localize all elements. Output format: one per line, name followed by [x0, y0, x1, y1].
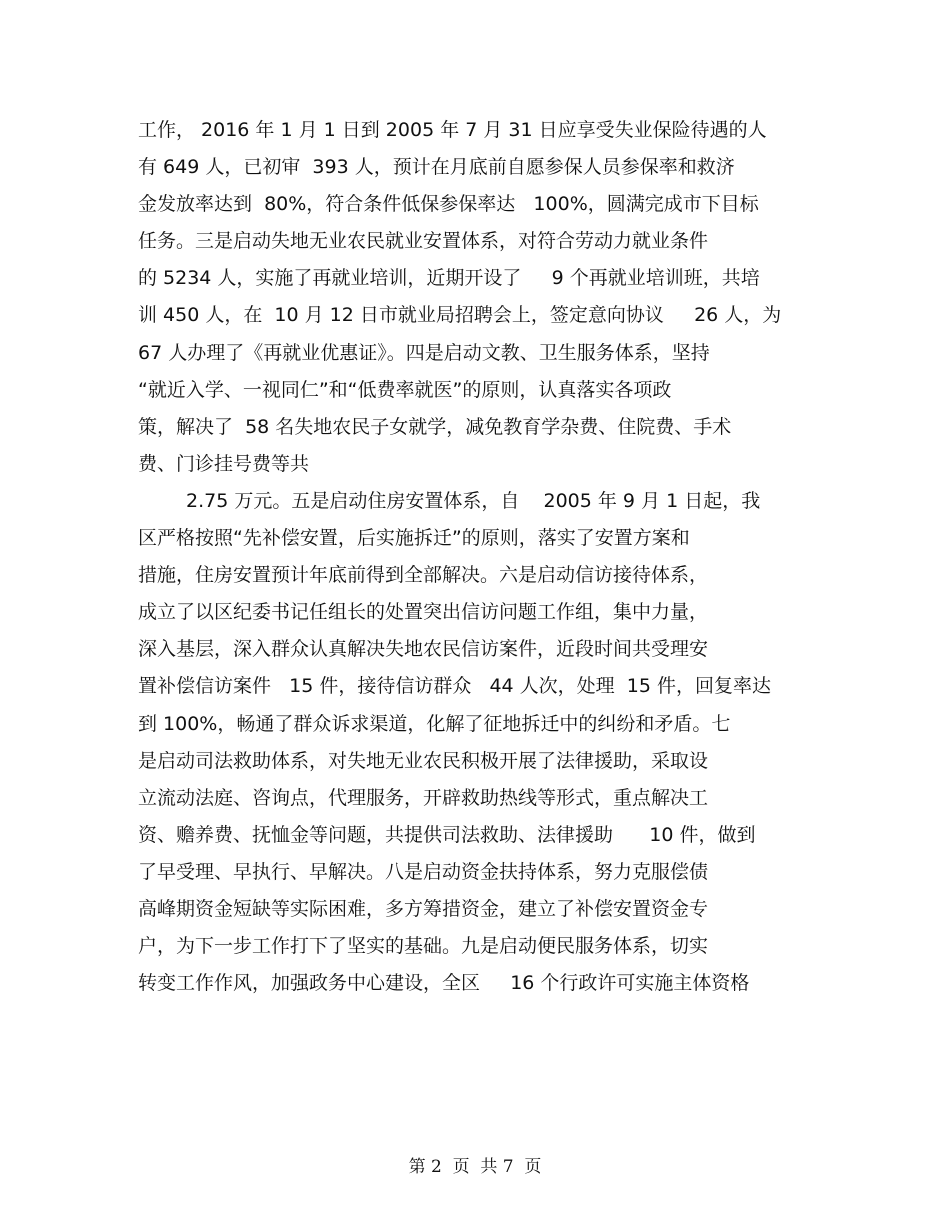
text-line: 置补偿信访案件 15 件，接待信访群众 44 人次，处理 15 件，回复率达	[138, 675, 771, 698]
text-line: 的 5234 人，实施了再就业培训，近期开设了 9 个再就业培训班，共培	[138, 267, 760, 290]
text-line: 资、赡养费、抚恤金等问题，共提供司法救助、法律援助 10 件，做到	[138, 823, 756, 846]
page-number-footer: 第 2 页 共 7 页	[408, 1157, 542, 1177]
text-line: 是启动司法救助体系，对失地无业农民积极开展了法律援助，采取设	[138, 749, 709, 772]
text-line: 任务。三是启动失地无业农民就业安置体系，对符合劳动力就业条件	[138, 230, 709, 253]
text-line: 工作， 2016 年 1 月 1 日到 2005 年 7 月 31 日应享受失业保险待遇的人	[138, 119, 767, 141]
text-line: 户，为下一步工作打下了坚实的基础。九是启动便民服务体系，切实	[138, 935, 709, 958]
text-line: 有 649 人，已初审 393 人，预计在月底前自愿参保人员参保率和救济	[138, 156, 735, 179]
text-line: 成立了以区纪委书记任组长的处置突出信访问题工作组，集中力量，	[138, 601, 709, 624]
body-text	[138, 112, 818, 1002]
text-line-indented: 2.75 万元。五是启动住房安置体系，自 2005 年 9 月 1 日起，我	[186, 489, 761, 512]
text-line: 费、门诊挂号费等共	[138, 452, 310, 475]
text-line: 67 人办理了《再就业优惠证》。四是启动文教、卫生服务体系，坚持	[138, 341, 710, 364]
text-line: 训 450 人，在 10 月 12 日市就业局招聘会上，签定意向协议 26 人，为	[138, 304, 782, 327]
text-line: 措施，住房安置预计年底前得到全部解决。六是启动信访接待体系，	[138, 564, 709, 587]
text-line: 了早受理、早执行、早解决。八是启动资金扶持体系，努力克服偿债	[138, 860, 709, 883]
text-line: 立流动法庭、咨询点，代理服务，开辟救助热线等形式，重点解决工	[138, 786, 709, 809]
text-line: 转变工作作风，加强政务中心建设，全区 16 个行政许可实施主体资格	[138, 972, 750, 995]
text-line: 到 100%，畅通了群众诉求渠道，化解了征地拆迁中的纠纷和矛盾。七	[138, 712, 731, 735]
text-line: 金发放率达到 80%，符合条件低保参保率达 100%，圆满完成市下目标	[138, 193, 759, 216]
text-line: 高峰期资金短缺等实际困难，多方筹措资金，建立了补偿安置资金专	[138, 897, 709, 920]
text-line: 深入基层，深入群众认真解决失地农民信访案件，近段时间共受理安	[138, 638, 709, 661]
text-line: 区严格按照“先补偿安置，后实施拆迁”的原则，落实了安置方案和	[138, 527, 690, 550]
text-line: “就近入学、一视同仁”和“低费率就医”的原则，认真落实各项政	[138, 378, 672, 401]
text-line: 策，解决了 58 名失地农民子女就学，减免教育学杂费、住院费、手术	[138, 415, 732, 438]
